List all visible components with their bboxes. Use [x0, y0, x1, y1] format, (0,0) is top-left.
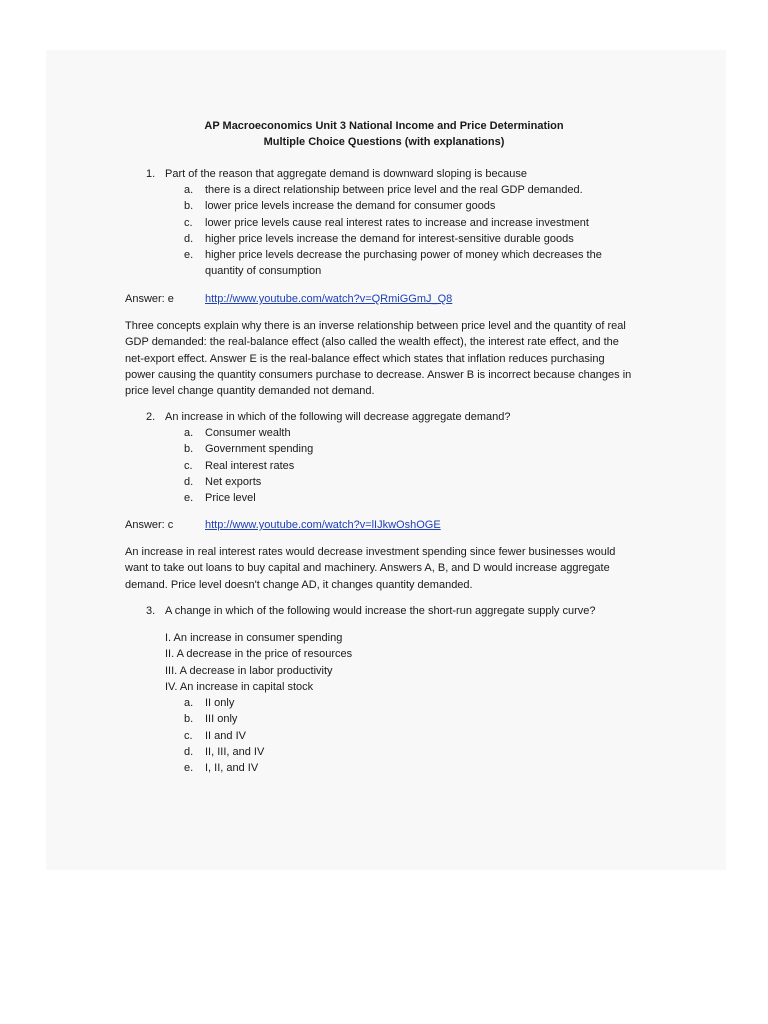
question-2-options [184, 425, 624, 506]
option-b [184, 441, 624, 457]
explanation-line: demand. Price level doesn't change AD, it changes quantity demanded. [125, 578, 473, 591]
explanation-line: Three concepts explain why there is an inverse relationship between price level and the quantity of real [125, 320, 626, 332]
option-text: there is a direct relationship between price level and the real GDP demanded. [205, 184, 583, 196]
option-b [184, 198, 624, 214]
statement: II. A decrease in the price of resources [165, 648, 353, 661]
question-3-options [184, 695, 624, 776]
option-label: e. [184, 492, 194, 505]
answer-2 [125, 517, 441, 533]
option-d [184, 744, 624, 760]
option-label: d. [184, 232, 194, 245]
question-3-statements [165, 630, 352, 695]
option-text: lower price levels cause real interest rates to increase and increase investment [205, 216, 589, 229]
question-stem: An increase in which of the following will decrease aggregate demand? [165, 411, 511, 423]
answer-1 [125, 291, 453, 307]
option-a [184, 425, 624, 441]
option-label: d. [184, 745, 194, 758]
option-text-continued: quantity of consumption [205, 265, 322, 278]
answer-label: Answer: e [125, 293, 174, 305]
option-c [184, 728, 624, 744]
explanation-line: price level change quantity demanded not demand. [125, 385, 375, 398]
option-text: lower price levels increase the demand for consumer goods [205, 200, 496, 213]
option-text: Net exports [205, 475, 262, 488]
option-label: b. [184, 443, 194, 456]
option-label: a. [184, 697, 194, 709]
option-d [184, 231, 624, 247]
option-text: III only [205, 713, 238, 726]
explanation-line: GDP demanded: the real-balance effect (also called the wealth effect), the interest rate effect, and the [125, 336, 619, 349]
question-1-options [184, 182, 624, 280]
option-label: c. [184, 216, 193, 229]
explanation-line: want to take out loans to buy capital and machinery. Answers A, B, and D would increase aggregate [125, 562, 610, 575]
option-text: II, III, and IV [205, 745, 265, 758]
document-subtitle: Multiple Choice Questions (with explanations) [263, 136, 505, 148]
option-text: Government spending [205, 443, 314, 456]
option-label: a. [184, 184, 194, 196]
question-number: 1. [146, 168, 156, 180]
question-stem: Part of the reason that aggregate demand is downward sloping is because [165, 168, 528, 180]
option-label: c. [184, 459, 193, 472]
option-label: b. [184, 200, 194, 213]
document-title: AP Macroeconomics Unit 3 National Income and Price Determination [204, 120, 564, 132]
option-e [184, 760, 624, 776]
option-a [184, 695, 624, 711]
explanation-line: net-export effect. Answer E is the real-balance effect which states that inflation reduces purchasing [125, 352, 605, 365]
option-text: I, II, and IV [205, 762, 259, 775]
option-text: Price level [205, 492, 256, 505]
question-number: 2. [146, 411, 156, 423]
option-text: higher price levels increase the demand for interest-sensitive durable goods [205, 232, 574, 245]
option-a [184, 182, 624, 198]
option-text: II and IV [205, 729, 246, 742]
option-label: e. [184, 249, 194, 262]
option-label: a. [184, 427, 194, 439]
option-b [184, 711, 624, 727]
explanation-line: An increase in real interest rates would decrease investment spending since fewer businesses would [125, 546, 616, 558]
video-link[interactable]: http://www.youtube.com/watch?v=lIJkwOshOGE [205, 519, 441, 531]
explanation-line: power causing the quantity consumers purchase to decrease. Answer B is incorrect because changes in [125, 368, 632, 381]
video-link[interactable]: http://www.youtube.com/watch?v=QRmiGGmJ_Q8 [205, 293, 453, 305]
option-label: e. [184, 762, 194, 775]
option-text: II only [205, 697, 235, 709]
explanation-1 [125, 318, 645, 399]
statement: III. A decrease in labor productivity [165, 664, 333, 677]
option-label: b. [184, 713, 194, 726]
option-c [184, 215, 624, 231]
option-c [184, 458, 624, 474]
option-label: d. [184, 475, 194, 488]
question-stem: A change in which of the following would increase the short-run aggregate supply curve? [165, 605, 596, 617]
option-text: higher price levels decrease the purchasing power of money which decreases the [205, 249, 602, 262]
option-e [184, 490, 624, 506]
statement: IV. An increase in capital stock [165, 680, 314, 693]
option-text: Real interest rates [205, 459, 295, 472]
explanation-2 [125, 544, 645, 593]
option-d [184, 474, 624, 490]
question-number: 3. [146, 605, 156, 617]
option-e [184, 247, 624, 280]
option-text: Consumer wealth [205, 427, 291, 439]
statement: I. An increase in consumer spending [165, 632, 343, 644]
option-label: c. [184, 729, 193, 742]
answer-label: Answer: c [125, 519, 174, 531]
